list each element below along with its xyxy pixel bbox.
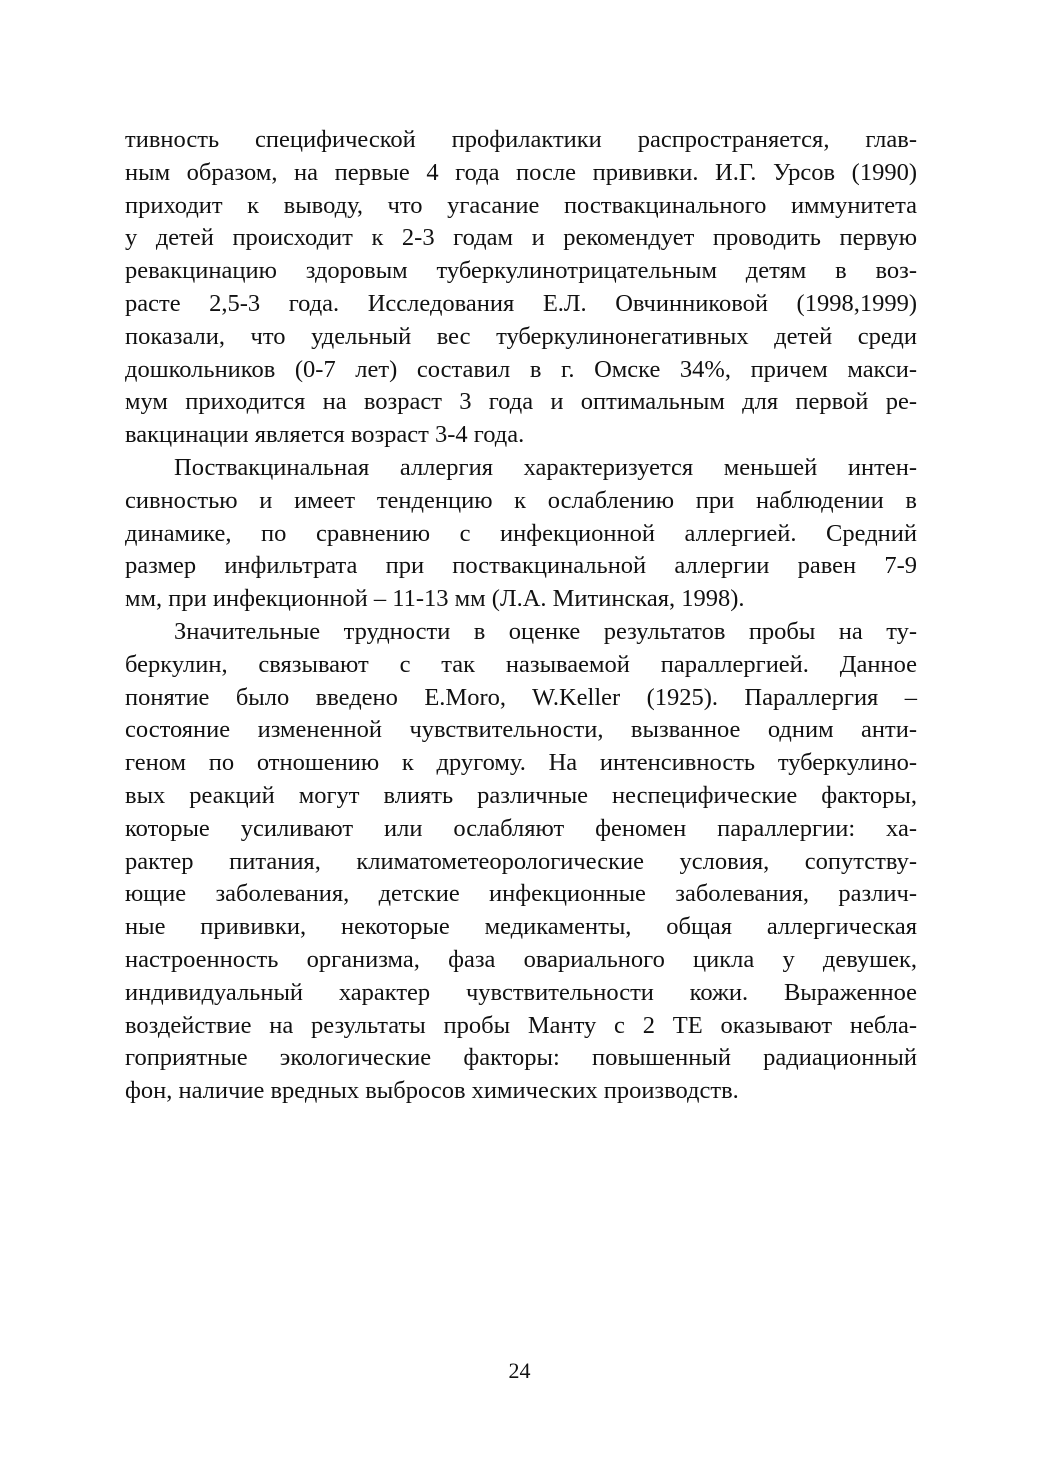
- text-line: которые усиливают или ослабляют феномен параллергии: ха-: [125, 814, 917, 842]
- text-line: индивидуальный характер чувствительности кожи. Выраженное: [125, 978, 917, 1006]
- text-line: у детей происходит к 2-3 годам и рекомендует проводить первую: [125, 224, 917, 252]
- text-line: мум приходится на возраст 3 года и оптимальным для первой ре-: [125, 388, 917, 416]
- text-line: мм, при инфекционной – 11-13 мм (Л.А. Митинская, 1998).: [125, 585, 745, 613]
- text-line: сивностью и имеет тенденцию к ослаблению при наблюдении в: [125, 486, 917, 514]
- text-line: размер инфильтрата при поствакцинальной аллергии равен 7-9: [125, 552, 917, 580]
- text-line: фон, наличие вредных выбросов химических производств.: [125, 1077, 739, 1105]
- page-number: 24: [508, 1358, 531, 1383]
- text-line: приходит к выводу, что угасание поствакцинального иммунитета: [125, 191, 917, 219]
- text-line: рактер питания, климатометеорологические условия, сопутству-: [125, 847, 917, 875]
- text-line: расте 2,5-3 года. Исследования Е.Л. Овчинниковой (1998,1999): [125, 289, 917, 317]
- text-line: состояние измененной чувствительности, вызванное одним анти-: [125, 716, 917, 744]
- text-line: гоприятные экологические факторы: повышенный радиационный: [125, 1044, 917, 1072]
- text-line: тивность специфической профилактики распространяется, глав-: [125, 126, 917, 153]
- text-line: Значительные трудности в оценке результатов пробы на ту-: [174, 617, 917, 645]
- text-line: вых реакций могут влиять различные неспецифические факторы,: [125, 781, 917, 809]
- text-line: настроенность организма, фаза овариального цикла у девушек,: [125, 945, 917, 973]
- text-line: понятие было введено E.Moro, W.Keller (1925). Параллергия –: [125, 683, 917, 711]
- text-line: показали, что удельный вес туберкулинонегативных детей среди: [125, 322, 917, 350]
- text-line: беркулин, связывают с так называемой параллергией. Данное: [125, 650, 917, 678]
- text-line: вакцинации является возраст 3-4 года.: [125, 421, 525, 449]
- body-text: [125, 124, 917, 1108]
- text-line: геном по отношению к другому. На интенсивность туберкулино-: [125, 749, 917, 777]
- text-line: ные прививки, некоторые медикаменты, общая аллергическая: [125, 913, 917, 941]
- text-line: дошкольников (0-7 лет) составил в г. Омске 34%, причем макси-: [125, 355, 917, 383]
- text-line: ревакцинацию здоровым туберкулинотрицательным детям в воз-: [125, 257, 917, 285]
- text-line: ющие заболевания, детские инфекционные заболевания, различ-: [125, 880, 917, 908]
- text-line: Поствакцинальная аллергия характеризуется меньшей интен-: [174, 453, 917, 481]
- text-line: ным образом, на первые 4 года после прививки. И.Г. Урсов (1990): [125, 158, 917, 186]
- text-line: динамике, по сравнению с инфекционной аллергией. Средний: [125, 519, 917, 547]
- text-line: воздействие на результаты пробы Манту с 2 ТЕ оказывают небла-: [125, 1011, 917, 1039]
